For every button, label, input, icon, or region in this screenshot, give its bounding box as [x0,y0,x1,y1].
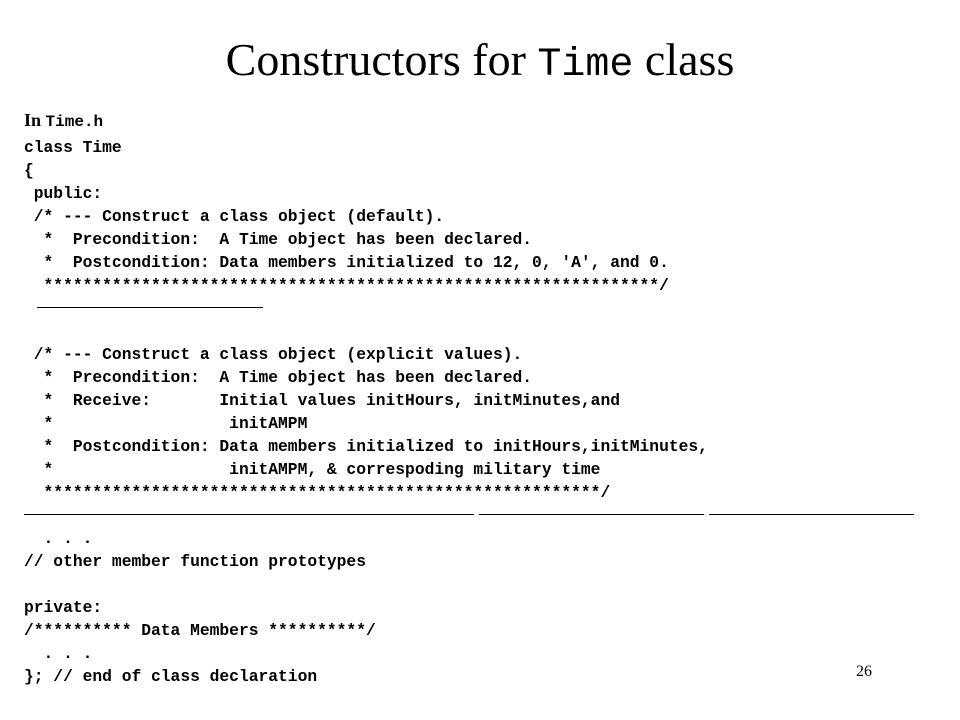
code-line [24,320,936,343]
title-suffix: class [633,34,735,85]
code-line: class Time [24,138,122,157]
code-line: public: [24,184,103,203]
code-line [24,573,936,596]
code-line: ***************************************************************/ [24,276,669,295]
code-line: . . . [24,529,93,548]
page-number: 26 [856,663,872,680]
slide-title [0,30,960,96]
code-line: { [24,161,34,180]
code-line: /* --- Construct a class object (default). [24,207,445,226]
code-line: * initAMPM [24,414,308,433]
code-line: *********************************************************/ [24,483,611,502]
file-name: Time.h [45,113,104,131]
code-block-default-constructor [24,136,936,297]
code-line: * initAMPM, & correspoding military time [24,460,601,479]
code-line: // other member function prototypes [24,552,366,571]
blank-underline [709,514,914,515]
code-line: . . . [24,644,93,663]
blank-underline [479,514,704,515]
code-line: /* --- Construct a class object (explicit values). [24,345,523,364]
file-subheading [24,108,103,134]
code-listing [24,136,936,688]
title-prefix: Constructors for [225,34,538,85]
code-line: }; // end of class declaration [24,667,318,686]
code-line: * Receive: Initial values initHours, initMinutes,and [24,391,620,410]
prototype-placeholder-line [24,504,936,527]
code-line: * Precondition: A Time object has been declared. [24,368,533,387]
blank-underline [37,307,263,308]
code-block-explicit-constructor [24,320,936,504]
code-line: * Postcondition: Data members initialized to 12, 0, 'A', and 0. [24,253,669,272]
code-block-private-section [24,527,936,688]
code-line: /********** Data Members **********/ [24,621,376,640]
subhead-prefix: In [24,110,46,130]
title-code: Time [537,43,634,88]
code-line: private: [24,598,103,617]
code-line: * Postcondition: Data members initialized to initHours,initMinutes, [24,437,708,456]
blank-underline [24,514,474,515]
code-line: * Precondition: A Time object has been declared. [24,230,533,249]
prototype-placeholder-line [24,297,936,320]
